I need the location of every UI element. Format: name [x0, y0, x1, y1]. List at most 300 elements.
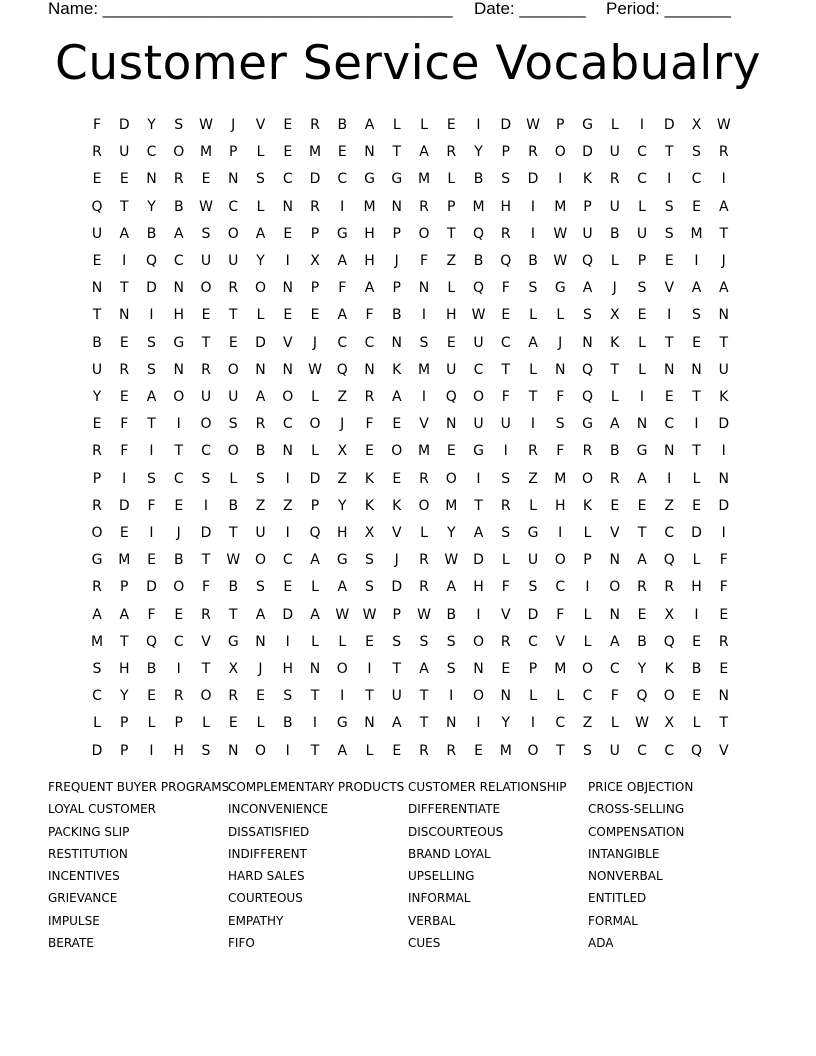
- grid-letter: I: [667, 307, 672, 324]
- grid-letter: W: [226, 552, 241, 569]
- grid-letter: W: [444, 552, 459, 569]
- grid-letter: G: [554, 280, 566, 297]
- name-field-label: Name: _____________________________________: [48, 0, 453, 18]
- grid-row: [84, 221, 744, 248]
- grid-letter: K: [364, 497, 375, 514]
- grid-letter: H: [554, 497, 566, 514]
- grid-letter: L: [311, 443, 319, 460]
- grid-letter: E: [392, 470, 402, 487]
- grid-letter: U: [609, 144, 620, 161]
- word-bank-item: COMPLEMENTARY PRODUCTS: [228, 780, 405, 794]
- grid-letter: O: [200, 280, 212, 297]
- grid-letter: P: [583, 552, 592, 569]
- grid-letter: M: [363, 198, 376, 215]
- grid-letter: C: [92, 688, 102, 705]
- grid-letter: L: [420, 525, 428, 541]
- grid-letter: C: [555, 715, 566, 732]
- grid-letter: H: [118, 661, 130, 677]
- grid-letter: T: [501, 361, 511, 378]
- grid-letter: D: [663, 117, 675, 133]
- grid-letter: P: [92, 470, 102, 487]
- grid-letter: F: [147, 497, 156, 514]
- grid-letter: R: [255, 416, 266, 433]
- grid-letter: L: [529, 361, 537, 378]
- grid-letter: F: [338, 280, 347, 297]
- grid-row: [84, 112, 744, 139]
- grid-letter: D: [309, 470, 321, 487]
- grid-letter: R: [228, 280, 239, 297]
- grid-letter: C: [637, 171, 647, 188]
- grid-letter: M: [90, 633, 104, 650]
- grid-letter: R: [528, 144, 538, 161]
- grid-letter: L: [638, 334, 646, 351]
- grid-letter: N: [282, 198, 293, 215]
- grid-letter: L: [256, 198, 265, 215]
- grid-letter: L: [610, 715, 619, 732]
- grid-letter: E: [92, 171, 102, 188]
- grid-letter: P: [583, 198, 592, 215]
- grid-letter: B: [691, 661, 702, 677]
- grid-letter: W: [635, 715, 649, 732]
- grid-letter: I: [421, 389, 427, 405]
- grid-letter: W: [199, 198, 213, 215]
- grid-letter: I: [694, 416, 699, 433]
- grid-letter: R: [419, 742, 429, 759]
- word-bank-item: BERATE: [48, 936, 94, 951]
- grid-letter: S: [283, 688, 293, 705]
- grid-letter: F: [719, 552, 728, 569]
- grid-letter: A: [337, 579, 348, 596]
- grid-letter: N: [446, 416, 457, 433]
- grid-letter: T: [637, 525, 647, 541]
- grid-letter: S: [419, 633, 429, 650]
- word-bank-item: COMPENSATION: [588, 824, 685, 839]
- grid-letter: S: [501, 525, 511, 541]
- grid-letter: F: [365, 416, 374, 433]
- word-bank-item: VERBAL: [408, 913, 456, 928]
- grid-letter: S: [365, 579, 374, 596]
- grid-letter: B: [146, 661, 157, 677]
- grid-letter: I: [476, 470, 481, 487]
- grid-row: [84, 411, 744, 438]
- grid-letter: E: [637, 497, 647, 514]
- grid-letter: R: [419, 552, 429, 569]
- grid-letter: O: [200, 416, 212, 433]
- grid-letter: S: [692, 144, 701, 161]
- grid-letter: F: [147, 606, 156, 623]
- grid-letter: L: [529, 497, 537, 514]
- grid-letter: D: [118, 117, 130, 133]
- grid-letter: Q: [581, 389, 594, 405]
- grid-letter: E: [283, 579, 293, 596]
- grid-letter: D: [473, 552, 484, 569]
- grid-letter: G: [336, 715, 348, 732]
- grid-letter: R: [201, 606, 211, 623]
- grid-letter: M: [417, 443, 431, 460]
- grid-letter: C: [664, 416, 675, 433]
- grid-letter: I: [285, 253, 290, 269]
- grid-letter: O: [609, 579, 621, 596]
- grid-letter: C: [282, 171, 293, 188]
- grid-letter: A: [718, 280, 729, 297]
- grid-row: [84, 466, 744, 493]
- grid-row: [84, 629, 744, 656]
- grid-letter: L: [556, 307, 565, 324]
- grid-letter: L: [256, 307, 265, 324]
- grid-letter: U: [255, 525, 266, 541]
- grid-letter: T: [228, 525, 238, 541]
- grid-letter: A: [337, 307, 348, 324]
- grid-letter: E: [201, 307, 211, 324]
- grid-letter: Z: [337, 470, 348, 487]
- grid-letter: R: [528, 443, 538, 460]
- word-bank-item: BRAND LOYAL: [408, 846, 491, 861]
- grid-letter: T: [392, 144, 402, 161]
- word-bank-item: GRIEVANCE: [48, 891, 118, 906]
- grid-letter: E: [365, 443, 374, 460]
- grid-letter: M: [308, 144, 322, 161]
- grid-letter: C: [173, 470, 184, 487]
- grid-letter: I: [149, 443, 154, 460]
- grid-letter: I: [176, 661, 181, 677]
- grid-letter: B: [391, 307, 402, 324]
- grid-letter: S: [92, 661, 102, 677]
- grid-letter: N: [500, 688, 511, 705]
- grid-letter: N: [282, 361, 293, 378]
- word-bank-item: CUSTOMER RELATIONSHIP: [408, 780, 567, 794]
- grid-letter: A: [637, 470, 647, 487]
- grid-letter: A: [173, 225, 184, 242]
- grid-letter: R: [228, 688, 239, 705]
- grid-letter: C: [364, 334, 375, 351]
- grid-letter: E: [692, 633, 701, 650]
- grid-letter: Q: [472, 225, 485, 242]
- word-bank-item: DISSATISFIED: [228, 824, 310, 839]
- grid-letter: Z: [282, 497, 293, 514]
- grid-letter: Q: [663, 552, 675, 569]
- grid-row: [84, 275, 744, 302]
- grid-letter: L: [610, 117, 619, 133]
- grid-letter: C: [173, 633, 184, 650]
- word-bank: [48, 776, 788, 956]
- grid-letter: W: [199, 117, 213, 133]
- grid-letter: A: [337, 253, 348, 269]
- word-bank-item: INFORMAL: [408, 891, 471, 906]
- grid-letter: V: [201, 633, 211, 650]
- grid-letter: N: [228, 171, 239, 188]
- grid-letter: D: [91, 742, 103, 759]
- grid-letter: E: [92, 253, 102, 269]
- grid-letter: G: [364, 171, 375, 188]
- grid-letter: C: [664, 525, 675, 541]
- grid-row: [84, 710, 744, 737]
- grid-letter: R: [173, 688, 184, 705]
- word-bank-item: PACKING SLIP: [48, 824, 130, 839]
- grid-letter: T: [474, 497, 483, 514]
- grid-letter: C: [609, 661, 620, 677]
- grid-letter: D: [500, 117, 512, 133]
- grid-letter: F: [120, 416, 129, 433]
- grid-letter: H: [336, 525, 348, 541]
- grid-letter: S: [637, 280, 647, 297]
- grid-letter: P: [392, 280, 401, 297]
- word-bank-item: RESTITUTION: [48, 846, 128, 861]
- grid-letter: O: [173, 144, 185, 161]
- grid-letter: O: [391, 443, 403, 460]
- grid-letter: R: [364, 389, 375, 405]
- grid-letter: I: [340, 198, 345, 215]
- grid-letter: M: [554, 661, 567, 677]
- grid-letter: V: [718, 742, 729, 759]
- grid-letter: O: [254, 552, 267, 569]
- grid-row: [84, 438, 744, 465]
- grid-letter: I: [476, 117, 481, 133]
- grid-letter: E: [692, 334, 701, 351]
- grid-letter: S: [256, 470, 265, 487]
- grid-letter: T: [528, 389, 538, 405]
- grid-letter: V: [255, 117, 266, 133]
- grid-letter: E: [337, 144, 347, 161]
- grid-letter: N: [391, 334, 402, 351]
- grid-letter: U: [609, 742, 620, 759]
- grid-letter: O: [418, 497, 430, 514]
- grid-letter: E: [392, 416, 402, 433]
- grid-letter: R: [92, 579, 102, 596]
- grid-letter: N: [718, 307, 729, 324]
- grid-letter: X: [691, 117, 702, 133]
- grid-letter: D: [146, 280, 157, 297]
- grid-letter: F: [556, 389, 565, 405]
- grid-letter: E: [201, 171, 211, 188]
- grid-letter: L: [692, 552, 701, 569]
- word-bank-column: [48, 776, 228, 954]
- grid-letter: U: [636, 225, 648, 242]
- grid-letter: E: [446, 117, 456, 133]
- grid-letter: E: [147, 552, 156, 569]
- word-bank-item: INTANGIBLE: [588, 846, 660, 861]
- grid-letter: U: [582, 225, 593, 242]
- grid-letter: G: [582, 416, 593, 433]
- grid-letter: F: [120, 443, 129, 460]
- grid-letter: W: [526, 117, 540, 133]
- grid-letter: Y: [446, 525, 456, 541]
- grid-letter: M: [417, 171, 431, 188]
- grid-letter: L: [420, 117, 428, 133]
- grid-letter: T: [310, 688, 320, 705]
- grid-letter: R: [446, 144, 457, 161]
- grid-letter: G: [582, 117, 593, 133]
- grid-letter: I: [721, 443, 726, 460]
- grid-letter: P: [528, 661, 538, 677]
- grid-letter: A: [391, 389, 402, 405]
- word-bank-item: IMPULSE: [48, 913, 100, 928]
- grid-letter: N: [282, 443, 293, 460]
- grid-letter: N: [282, 280, 293, 297]
- grid-letter: E: [501, 661, 511, 677]
- grid-letter: T: [664, 144, 674, 161]
- grid-letter: L: [202, 715, 210, 732]
- period-field-label: Period: _______: [606, 0, 731, 18]
- grid-letter: E: [501, 307, 511, 324]
- grid-letter: I: [149, 307, 154, 324]
- grid-letter: O: [554, 552, 566, 569]
- grid-letter: C: [201, 443, 211, 460]
- grid-letter: L: [447, 280, 456, 297]
- grid-letter: R: [500, 497, 511, 514]
- grid-letter: R: [718, 633, 729, 650]
- grid-letter: E: [174, 606, 184, 623]
- grid-letter: V: [500, 606, 511, 623]
- grid-letter: U: [391, 688, 402, 705]
- grid-letter: D: [718, 416, 730, 433]
- grid-letter: I: [476, 715, 481, 732]
- grid-letter: C: [146, 144, 157, 161]
- grid-row: [84, 166, 744, 193]
- grid-letter: J: [612, 280, 617, 297]
- grid-letter: O: [227, 443, 239, 460]
- grid-letter: O: [418, 225, 430, 242]
- word-bank-item: INCENTIVES: [48, 869, 120, 884]
- grid-letter: N: [473, 661, 484, 677]
- grid-letter: I: [285, 742, 290, 759]
- grid-letter: O: [173, 389, 185, 405]
- grid-letter: T: [555, 742, 565, 759]
- grid-letter: C: [500, 334, 511, 351]
- grid-letter: E: [119, 171, 129, 188]
- grid-letter: L: [583, 633, 592, 650]
- grid-row: [84, 656, 744, 683]
- grid-letter: X: [364, 525, 375, 541]
- grid-letter: D: [282, 606, 294, 623]
- grid-letter: C: [528, 633, 538, 650]
- grid-letter: H: [473, 579, 484, 596]
- grid-letter: W: [716, 117, 731, 133]
- grid-letter: E: [283, 225, 293, 242]
- grid-letter: T: [446, 225, 456, 242]
- grid-letter: F: [556, 606, 565, 623]
- grid-letter: P: [392, 606, 401, 623]
- grid-letter: N: [364, 361, 375, 378]
- grid-row: [84, 194, 744, 221]
- grid-letter: A: [691, 280, 702, 297]
- grid-letter: R: [173, 171, 184, 188]
- grid-letter: W: [471, 307, 486, 324]
- grid-letter: N: [718, 470, 729, 487]
- grid-letter: L: [638, 198, 646, 215]
- grid-letter: S: [174, 117, 184, 133]
- grid-letter: U: [473, 416, 484, 433]
- grid-letter: Q: [581, 253, 594, 269]
- grid-row: [84, 683, 744, 710]
- grid-letter: Q: [636, 688, 648, 705]
- grid-letter: D: [146, 579, 157, 596]
- grid-letter: R: [609, 470, 620, 487]
- grid-letter: B: [609, 443, 620, 460]
- grid-letter: A: [609, 633, 620, 650]
- grid-letter: P: [120, 742, 129, 759]
- grid-letter: B: [528, 253, 538, 269]
- grid-letter: I: [421, 307, 427, 324]
- grid-letter: N: [391, 198, 402, 215]
- grid-row: [84, 248, 744, 275]
- grid-letter: U: [228, 253, 239, 269]
- grid-letter: B: [473, 253, 484, 269]
- grid-letter: J: [394, 253, 399, 269]
- grid-letter: P: [392, 225, 401, 242]
- grid-letter: I: [667, 470, 672, 487]
- grid-letter: O: [91, 525, 103, 541]
- grid-letter: A: [528, 334, 538, 351]
- grid-letter: F: [719, 579, 728, 596]
- grid-letter: S: [664, 225, 674, 242]
- grid-letter: L: [583, 606, 592, 623]
- grid-letter: Z: [664, 497, 675, 514]
- grid-letter: S: [583, 742, 592, 759]
- word-bank-item: INCONVENIENCE: [228, 802, 329, 817]
- grid-letter: N: [418, 280, 430, 297]
- grid-letter: A: [419, 144, 429, 161]
- grid-letter: E: [310, 307, 320, 324]
- grid-letter: Y: [119, 688, 129, 705]
- grid-letter: J: [721, 253, 726, 269]
- grid-letter: A: [310, 552, 320, 569]
- grid-letter: I: [530, 715, 536, 732]
- grid-letter: I: [639, 389, 645, 405]
- grid-letter: I: [558, 525, 563, 541]
- grid-letter: W: [417, 606, 431, 623]
- grid-letter: O: [254, 280, 267, 297]
- grid-letter: N: [119, 307, 130, 324]
- grid-letter: K: [392, 361, 402, 378]
- grid-letter: H: [364, 253, 375, 269]
- grid-letter: Y: [147, 117, 156, 133]
- grid-letter: L: [392, 117, 401, 133]
- grid-letter: L: [447, 171, 456, 188]
- word-bank-item: NONVERBAL: [588, 869, 663, 884]
- grid-letter: G: [391, 171, 403, 188]
- grid-letter: Q: [500, 253, 512, 269]
- grid-row: [84, 302, 744, 329]
- grid-letter: U: [91, 361, 103, 378]
- grid-letter: E: [174, 497, 184, 514]
- grid-letter: Q: [445, 389, 457, 405]
- grid-letter: E: [283, 307, 293, 324]
- grid-letter: B: [473, 171, 484, 188]
- grid-letter: I: [639, 117, 645, 133]
- grid-letter: I: [285, 470, 290, 487]
- grid-letter: E: [637, 307, 647, 324]
- grid-letter: A: [255, 606, 266, 623]
- grid-row: [84, 520, 744, 547]
- grid-letter: S: [528, 280, 538, 297]
- grid-letter: H: [173, 307, 185, 324]
- grid-letter: H: [173, 742, 185, 759]
- word-bank-item: FORMAL: [588, 913, 638, 928]
- grid-letter: B: [609, 225, 620, 242]
- grid-letter: J: [558, 334, 563, 351]
- word-bank-item: ENTITLED: [588, 891, 647, 906]
- grid-letter: T: [201, 334, 211, 351]
- grid-letter: L: [256, 144, 265, 161]
- word-bank-item: LOYAL CUSTOMER: [48, 802, 156, 817]
- grid-letter: T: [419, 715, 429, 732]
- grid-letter: R: [119, 361, 130, 378]
- grid-letter: H: [691, 579, 702, 596]
- grid-letter: I: [694, 253, 699, 269]
- grid-letter: O: [445, 470, 457, 487]
- grid-letter: F: [610, 688, 619, 705]
- grid-letter: U: [500, 416, 511, 433]
